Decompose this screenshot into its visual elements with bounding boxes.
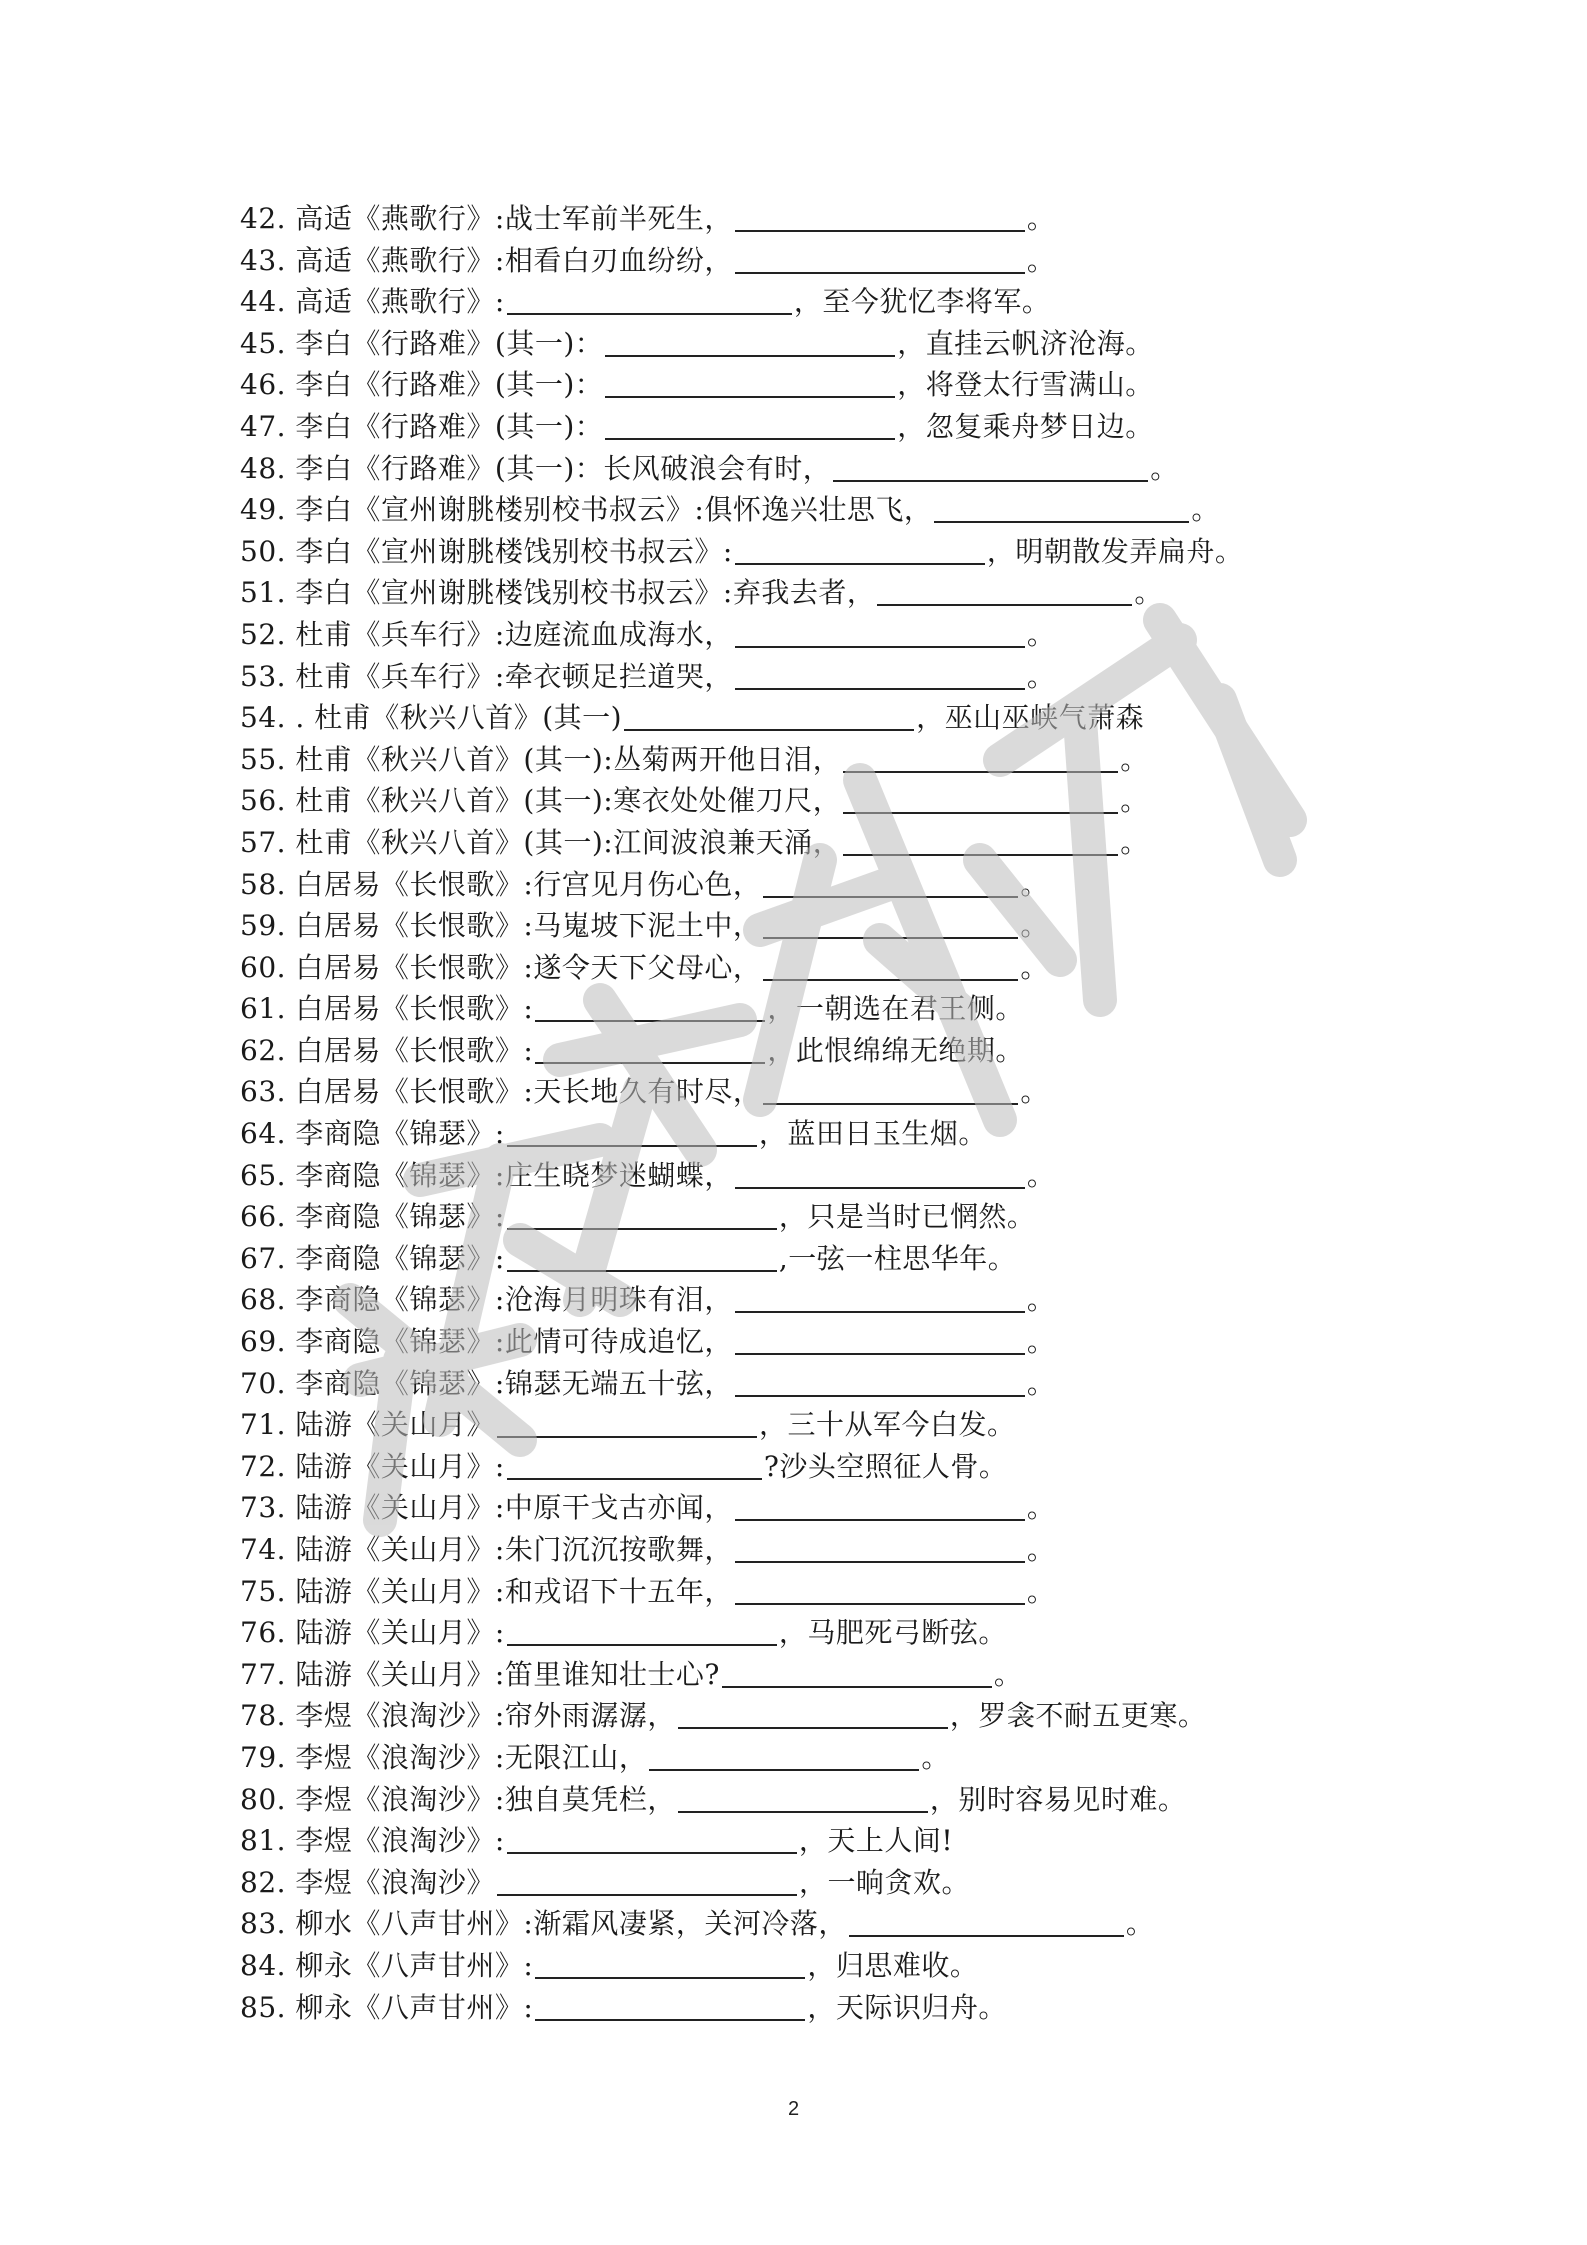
question-prompt: 48. 李白《行路难》(其一)：长风破浪会有时，: [240, 451, 832, 485]
answer-blank: [624, 699, 914, 731]
question-suffix: 。: [1026, 1158, 1056, 1192]
answer-blank: [843, 824, 1118, 856]
question-prompt: 65. 李商隐《锦瑟》:庄生晓梦迷蝴蝶，: [240, 1158, 733, 1192]
answer-blank: [605, 366, 895, 398]
question-line: [240, 1737, 1420, 1779]
question-suffix: 。: [1150, 451, 1179, 485]
question-line: [240, 864, 1420, 906]
question-line: [240, 1862, 1420, 1904]
question-line: [240, 323, 1420, 365]
answer-blank: [649, 1739, 919, 1771]
answer-blank: [535, 1947, 805, 1979]
answer-blank: [735, 533, 985, 565]
question-prompt: 45. 李白《行路难》(其一)：: [240, 326, 604, 360]
question-suffix: 。: [1026, 243, 1056, 277]
question-line: [240, 240, 1420, 282]
answer-blank: [507, 1448, 762, 1480]
question-line: [240, 1529, 1420, 1571]
question-line: [240, 1945, 1420, 1987]
answer-blank: [497, 1864, 797, 1896]
question-suffix: ，忽复乘舟梦日边。: [897, 409, 1154, 443]
question-prompt: 72. 陆游《关山月》:: [240, 1449, 505, 1483]
question-prompt: 50. 李白《宣州谢朓楼饯别校书叔云》:: [240, 534, 733, 568]
question-suffix: 。: [1020, 1075, 1049, 1109]
question-prompt: 51. 李白《宣州谢朓楼饯别校书叔云》:弃我去者，: [240, 576, 876, 610]
question-suffix: ，三十从军今白发。: [758, 1408, 1016, 1442]
answer-blank: [605, 408, 895, 440]
question-suffix: 。: [1134, 576, 1163, 610]
answer-blank: [507, 1822, 797, 1854]
question-prompt: 77. 陆游《关山月》:笛里谁知壮士心?: [240, 1657, 720, 1691]
question-suffix: ，归思难收。: [807, 1948, 979, 1982]
question-line: [240, 1196, 1420, 1238]
answer-blank: [843, 741, 1118, 773]
question-prompt: 84. 柳永《八声甘州》:: [240, 1948, 534, 1982]
question-line: [240, 1446, 1420, 1488]
question-suffix: 。: [1026, 1491, 1056, 1525]
question-suffix: ，一晌贪欢。: [798, 1865, 970, 1899]
question-line: [240, 1155, 1420, 1197]
answer-blank: [763, 1073, 1018, 1105]
question-prompt: 58. 白居易《长恨歌》:行宫见月伤心色，: [240, 867, 762, 901]
question-prompt: 63. 白居易《长恨歌》:天长地久有时尽，: [240, 1075, 762, 1109]
question-line: [240, 1404, 1420, 1446]
question-suffix: 。: [1026, 659, 1056, 693]
answer-blank: [934, 491, 1189, 523]
question-prompt: 66. 李商隐《锦瑟》:: [240, 1200, 505, 1234]
question-prompt: 47. 李白《行路难》(其一)：: [240, 409, 604, 443]
question-prompt: 43. 高适《燕歌行》:相看白刃血纷纷，: [240, 243, 733, 277]
fill-in-list: [240, 198, 1420, 2028]
question-line: [240, 1113, 1420, 1155]
question-line: [240, 1654, 1420, 1696]
question-prompt: 82. 李煜《浪淘沙》: [240, 1865, 495, 1899]
question-suffix: ，一朝选在君王侧。: [767, 992, 1024, 1026]
question-prompt: 56. 杜甫《秋兴八首》(其一):寒衣处处催刀尺，: [240, 784, 842, 818]
question-prompt: 74. 陆游《关山月》:朱门沉沉按歌舞，: [240, 1533, 733, 1566]
question-line: [240, 364, 1420, 406]
answer-blank: [877, 574, 1132, 606]
question-prompt: 78. 李煜《浪淘沙》:帘外雨潺潺，: [240, 1699, 676, 1733]
question-prompt: 69. 李商隐《锦瑟》:此情可待成追忆，: [240, 1325, 733, 1359]
question-suffix: ，明朝散发弄扁舟。: [986, 534, 1244, 568]
question-suffix: 。: [993, 1657, 1023, 1691]
question-suffix: 。: [1120, 784, 1149, 818]
question-suffix: 。: [1191, 493, 1220, 527]
answer-blank: [735, 200, 1025, 232]
question-prompt: 55. 杜甫《秋兴八首》(其一):丛菊两开他日泪，: [240, 742, 842, 776]
question-prompt: 61. 白居易《长恨歌》:: [240, 992, 534, 1026]
question-suffix: 。: [1026, 1283, 1056, 1317]
answer-blank: [735, 1157, 1025, 1189]
question-prompt: 67. 李商隐《锦瑟》:: [240, 1241, 505, 1275]
question-suffix: 。: [1020, 909, 1049, 943]
answer-blank: [843, 782, 1118, 814]
question-prompt: 83. 柳水《八声甘州》:渐霜风凄紧，关河冷落，: [240, 1907, 847, 1941]
question-line: [240, 1987, 1420, 2029]
question-line: [240, 406, 1420, 448]
question-line: [240, 1571, 1420, 1613]
question-prompt: 62. 白居易《长恨歌》:: [240, 1033, 534, 1067]
question-line: [240, 656, 1420, 698]
answer-blank: [497, 1406, 757, 1438]
question-line: [240, 489, 1420, 531]
question-suffix: 。: [1026, 1366, 1056, 1400]
question-prompt: 54. . 杜甫《秋兴八首》(其一): [240, 701, 623, 735]
question-line: [240, 1695, 1420, 1737]
question-line: [240, 1238, 1420, 1280]
answer-blank: [735, 1573, 1025, 1605]
answer-blank: [735, 1323, 1025, 1355]
question-line: [240, 822, 1420, 864]
answer-blank: [605, 325, 895, 357]
question-prompt: 68. 李商隐《锦瑟》:沧海月明珠有泪，: [240, 1283, 733, 1317]
question-prompt: 42. 高适《燕歌行》:战士军前半死生，: [240, 202, 733, 235]
question-prompt: 60. 白居易《长恨歌》:遂令天下父母心，: [240, 950, 762, 984]
question-line: [240, 739, 1420, 781]
question-line: [240, 448, 1420, 490]
answer-blank: [535, 990, 765, 1022]
question-line: [240, 281, 1420, 323]
question-suffix: ，巫山巫峡气萧森: [916, 701, 1145, 735]
question-line: [240, 614, 1420, 656]
question-prompt: 44. 高适《燕歌行》:: [240, 285, 505, 319]
question-suffix: ，罗衾不耐五更寒。: [949, 1699, 1207, 1733]
question-line: [240, 947, 1420, 989]
question-line: [240, 1820, 1420, 1862]
question-prompt: 64. 李商隐《锦瑟》:: [240, 1117, 505, 1151]
question-suffix: ，马肥死弓断弦。: [778, 1616, 1007, 1650]
answer-blank: [763, 907, 1018, 939]
question-prompt: 49. 李白《宣州谢朓楼别校书叔云》:俱怀逸兴壮思飞，: [240, 493, 933, 527]
question-prompt: 53. 杜甫《兵车行》:牵衣顿足拦道哭，: [240, 659, 733, 693]
question-line: [240, 1487, 1420, 1529]
question-suffix: 。: [1026, 1325, 1056, 1359]
answer-blank: [535, 1989, 805, 2021]
question-line: [240, 780, 1420, 822]
question-suffix: 。: [1026, 617, 1056, 651]
question-suffix: 。: [1026, 1533, 1056, 1566]
question-line: [240, 198, 1420, 240]
question-line: [240, 1321, 1420, 1363]
question-prompt: 80. 李煜《浪淘沙》:独自莫凭栏，: [240, 1782, 676, 1816]
answer-blank: [735, 1281, 1025, 1313]
answer-blank: [763, 866, 1018, 898]
question-suffix: 。: [1120, 742, 1149, 776]
answer-blank: [507, 1198, 777, 1230]
question-line: [240, 905, 1420, 947]
question-prompt: 59. 白居易《长恨歌》:马嵬坡下泥土中，: [240, 909, 762, 943]
answer-blank: [507, 1115, 757, 1147]
page-number: 2: [787, 2098, 800, 2120]
question-line: [240, 1363, 1420, 1405]
question-line: [240, 531, 1420, 573]
question-suffix: ，至今犹忆李将军。: [793, 285, 1051, 319]
question-suffix: 。: [1020, 867, 1049, 901]
question-prompt: 85. 柳永《八声甘州》:: [240, 1990, 534, 2024]
question-line: [240, 572, 1420, 614]
answer-blank: [763, 949, 1018, 981]
question-line: [240, 1071, 1420, 1113]
question-suffix: ，将登太行雪满山。: [897, 368, 1154, 402]
question-suffix: ，只是当时已惘然。: [778, 1200, 1036, 1234]
question-suffix: 。: [1125, 1907, 1155, 1941]
answer-blank: [507, 1240, 777, 1272]
question-suffix: 。: [1026, 202, 1056, 235]
answer-blank: [535, 1032, 765, 1064]
question-line: [240, 1612, 1420, 1654]
question-line: [240, 1779, 1420, 1821]
question-suffix: ，蓝田日玉生烟。: [758, 1117, 987, 1151]
question-prompt: 73. 陆游《关山月》:中原干戈古亦闻，: [240, 1491, 733, 1525]
question-suffix: ，此恨绵绵无绝期。: [767, 1033, 1024, 1067]
question-suffix: ，天际识归舟。: [807, 1990, 1007, 2024]
question-suffix: 。: [1020, 950, 1049, 984]
answer-blank: [849, 1905, 1124, 1937]
question-suffix: ，天上人间!: [798, 1824, 954, 1858]
question-prompt: 70. 李商隐《锦瑟》:锦瑟无端五十弦，: [240, 1366, 733, 1400]
question-prompt: 76. 陆游《关山月》:: [240, 1616, 505, 1650]
question-prompt: 71. 陆游《关山月》: [240, 1408, 495, 1442]
question-suffix: 。: [1120, 825, 1149, 859]
question-prompt: 46. 李白《行路难》(其一)：: [240, 368, 604, 402]
answer-blank: [678, 1781, 928, 1813]
question-prompt: 79. 李煜《浪淘沙》:无限江山，: [240, 1740, 648, 1774]
question-line: [240, 1279, 1420, 1321]
answer-blank: [507, 283, 792, 315]
question-prompt: 81. 李煜《浪淘沙》:: [240, 1824, 505, 1858]
answer-blank: [735, 242, 1025, 274]
question-suffix: ,一弦一柱思华年。: [778, 1241, 1017, 1275]
question-line: [240, 1030, 1420, 1072]
question-suffix: ，直挂云帆济沧海。: [897, 326, 1154, 360]
question-line: [240, 988, 1420, 1030]
question-prompt: 52. 杜甫《兵车行》:边庭流血成海水，: [240, 617, 733, 651]
answer-blank: [833, 450, 1148, 482]
question-suffix: ，别时容易见时难。: [929, 1782, 1187, 1816]
answer-blank: [507, 1614, 777, 1646]
question-prompt: 57. 杜甫《秋兴八首》(其一):江间波浪兼天涌，: [240, 825, 842, 859]
answer-blank: [678, 1697, 948, 1729]
question-suffix: ?沙头空照征人骨。: [763, 1449, 1008, 1483]
question-suffix: 。: [1026, 1574, 1056, 1608]
question-line: [240, 1903, 1420, 1945]
answer-blank: [735, 1365, 1025, 1397]
question-prompt: 75. 陆游《关山月》:和戎诏下十五年，: [240, 1574, 733, 1608]
answer-blank: [735, 658, 1025, 690]
answer-blank: [735, 616, 1025, 648]
question-line: [240, 697, 1420, 739]
answer-blank: [735, 1489, 1025, 1521]
answer-blank: [735, 1531, 1025, 1563]
answer-blank: [722, 1656, 992, 1688]
question-suffix: 。: [921, 1740, 950, 1774]
